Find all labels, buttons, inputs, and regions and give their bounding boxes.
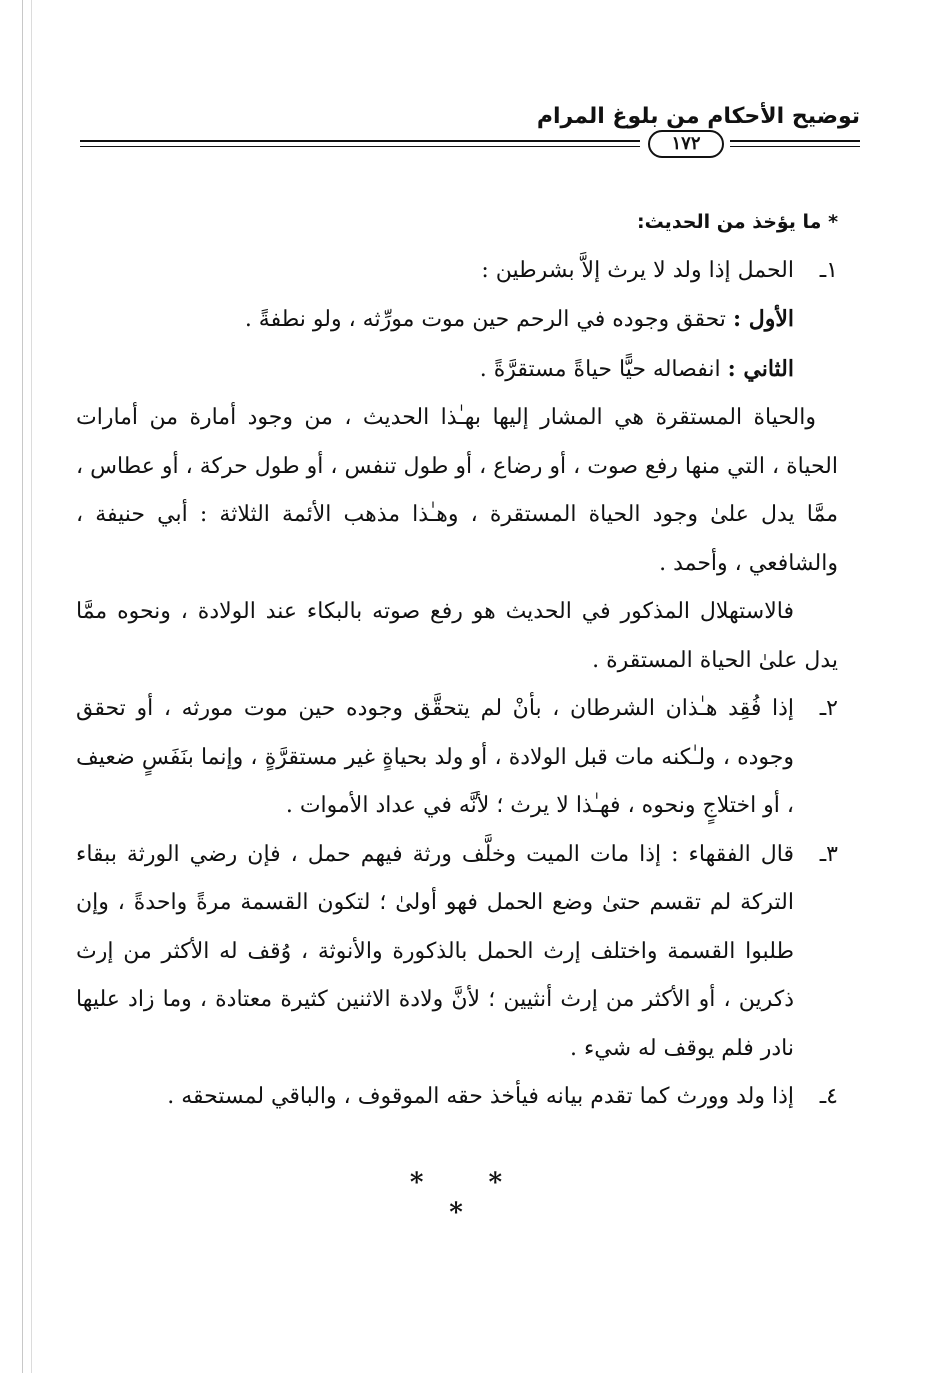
page-number: ١٧٢ xyxy=(648,130,724,158)
list-item-1 xyxy=(76,247,838,296)
item-text: إذا ولد وورث كما تقدم بيانه فيأخذ حقه الموقوف ، والباقي لمستحقه . xyxy=(167,1084,794,1109)
condition-first xyxy=(76,295,838,345)
page-header xyxy=(80,98,860,168)
item-number: ٤ـ xyxy=(819,1084,838,1109)
condition-label: الثاني : xyxy=(727,355,794,382)
running-title: توضيح الأحكام من بلوغ المرام xyxy=(536,104,860,129)
paragraph: فالاستهلال المذكور في الحديث هو رفع صوته بالبكاء عند الولادة ، ونحوه ممَّا يدل علىٰ الحياة المستقرة . xyxy=(76,599,838,673)
item-text: قال الفقهاء : إذا مات الميت وخلَّف ورثة فيهم حمل ، فإن رضي الورثة ببقاء التركة لم تقسم حتىٰ وضع الحمل فهو أولىٰ ؛ لتكون القسمة مرةً واحدةً ، وإن طلبوا القسمة واختلف إرث الحمل بالذكورة والأنوثة ، وُقف له الأكثر من إرث ذكرين ، أو الأكثر من إرث أنثيين ؛ لأنَّ ولادة الاثنين كثيرة معتادة ، وما زاد عليها نادر فلم يوقف له شيء . xyxy=(76,841,794,1061)
header-rule xyxy=(80,146,640,147)
item-number: ٣ـ xyxy=(819,841,838,867)
condition-second xyxy=(76,345,838,395)
header-rule xyxy=(730,146,860,147)
list-item-4 xyxy=(76,1073,838,1122)
page-body xyxy=(76,198,838,1122)
section-separator: * * * xyxy=(409,1168,531,1228)
list-item-2 xyxy=(76,685,838,831)
list-item-3 xyxy=(76,831,838,1074)
header-rule xyxy=(730,140,860,142)
section-heading: * ما يؤخذ من الحديث: xyxy=(636,211,838,233)
scan-edge-line xyxy=(22,0,23,1373)
item-text: الحمل إذا ولد لا يرث إلاَّ بشرطين : xyxy=(481,257,794,283)
item-number: ١ـ xyxy=(819,257,838,283)
scan-edge-line xyxy=(31,0,32,1373)
condition-label: الأول : xyxy=(732,306,794,332)
item-number: ٢ـ xyxy=(819,696,838,721)
header-rule xyxy=(80,140,640,142)
item-text: إذا فُقِد هـٰذان الشرطان ، بأنْ لم يتحقَّق وجوده حين موت مورثه ، أو تحقق وجوده ، ولـٰكنه مات قبل الولادة ، أو ولد بحياةٍ غير مستقرَّةٍ ، وإنما بنَفَسٍ ضعيف ، أو اختلاجٍ ونحوه ، فهـٰذا لا يرث ؛ لأنَّه في عداد الأموات . xyxy=(76,696,794,818)
paragraph: والحياة المستقرة هي المشار إليها بهـٰذا الحديث ، من وجود أمارة من أمارات الحياة ، التي منها رفع صوت ، أو رضاع ، أو طول تنفس ، أو طول حركة ، أو عطاس ، ممَّا يدل علىٰ وجود الحياة المستقرة ، وهـٰذا مذهب الأئمة الثلاثة : أبي حنيفة ، والشافعي ، وأحمد . xyxy=(76,405,838,576)
condition-text: تحقق وجوده في الرحم حين موت مورِّثه ، ولو نطفةً . xyxy=(244,307,726,332)
condition-text: انفصاله حيًّا حياةً مستقرَّةً . xyxy=(479,356,721,382)
